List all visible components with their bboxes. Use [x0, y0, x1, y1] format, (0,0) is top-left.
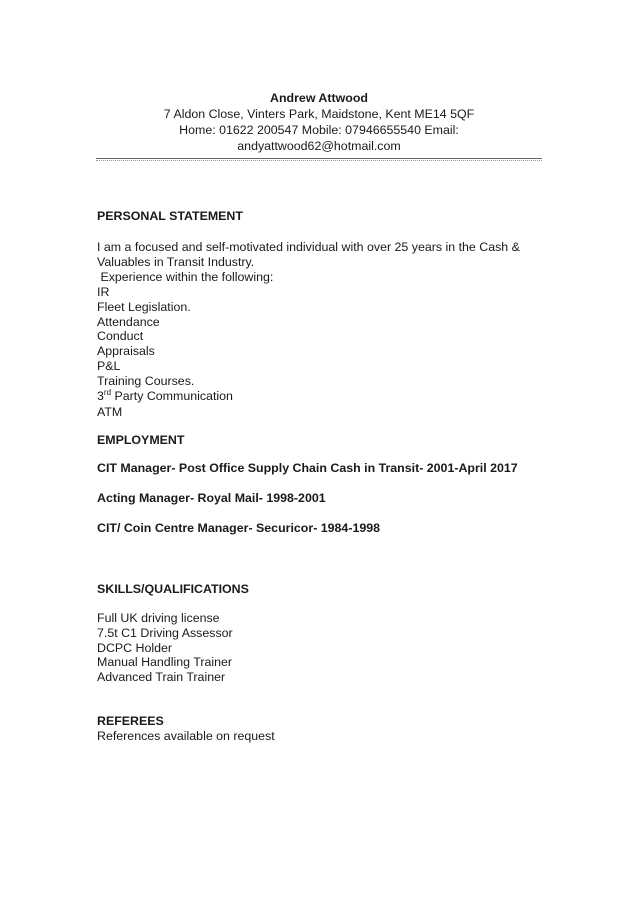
job-title: Acting Manager- Royal Mail- 1998-2001 — [97, 491, 326, 505]
experience-item: Conduct — [97, 329, 144, 344]
email-line: andyattwood62@hotmail.com — [237, 139, 401, 153]
third-party-sup: rd — [103, 387, 112, 397]
experience-item: IR — [97, 285, 110, 299]
skills-list — [97, 611, 547, 685]
experience-item: ATM — [97, 405, 123, 420]
header-divider-dotted — [96, 160, 542, 161]
phone-line: Home: 01622 200547 Mobile: 07946655540 Email: — [179, 123, 459, 137]
personal-statement-section — [97, 209, 547, 224]
experience-item: Training Courses. — [97, 373, 195, 388]
skill-item: Advanced Train Trainer — [97, 670, 226, 685]
skill-item: 7.5t C1 Driving Assessor — [97, 625, 233, 640]
skill-item: Full UK driving license — [97, 611, 220, 625]
referees-section — [97, 714, 547, 744]
address-line: 7 Aldon Close, Vinters Park, Maidstone, Kent ME14 5QF — [163, 107, 475, 121]
employment-job — [97, 521, 547, 536]
employment-job — [97, 461, 547, 476]
third-party-suffix: Party Communication — [111, 388, 233, 403]
skill-item: DCPC Holder — [97, 640, 173, 655]
skill-item: Manual Handling Trainer — [97, 655, 232, 670]
experience-item: Attendance — [97, 314, 160, 329]
experience-item-third-party — [97, 389, 547, 404]
skills-section — [97, 582, 547, 597]
statement-line-2: Valuables in Transit Industry. — [97, 255, 255, 269]
referees-heading: REFEREES — [97, 714, 164, 728]
contact-header — [0, 90, 638, 154]
skills-heading: SKILLS/QUALIFICATIONS — [97, 582, 249, 596]
employment-section — [97, 433, 547, 448]
third-party-prefix: 3 — [97, 388, 104, 403]
job-title: CIT Manager- Post Office Supply Chain Cash in Transit- 2001-April 2017 — [97, 461, 518, 475]
experience-label: Experience within the following: — [97, 270, 274, 284]
header-divider — [96, 158, 542, 159]
personal-statement-body — [97, 240, 547, 420]
candidate-name: Andrew Attwood — [270, 91, 368, 105]
experience-item: P&L — [97, 358, 121, 373]
experience-item: Fleet Legislation. — [97, 299, 191, 314]
personal-statement-heading: PERSONAL STATEMENT — [97, 209, 243, 223]
employment-job — [97, 491, 547, 506]
job-title: CIT/ Coin Centre Manager- Securicor- 1984-1998 — [97, 521, 381, 535]
employment-heading: EMPLOYMENT — [97, 433, 185, 447]
experience-item: Appraisals — [97, 344, 155, 359]
referees-text: References available on request — [97, 729, 275, 743]
statement-line-1: I am a focused and self-motivated individual with over 25 years in the Cash & — [97, 240, 520, 254]
